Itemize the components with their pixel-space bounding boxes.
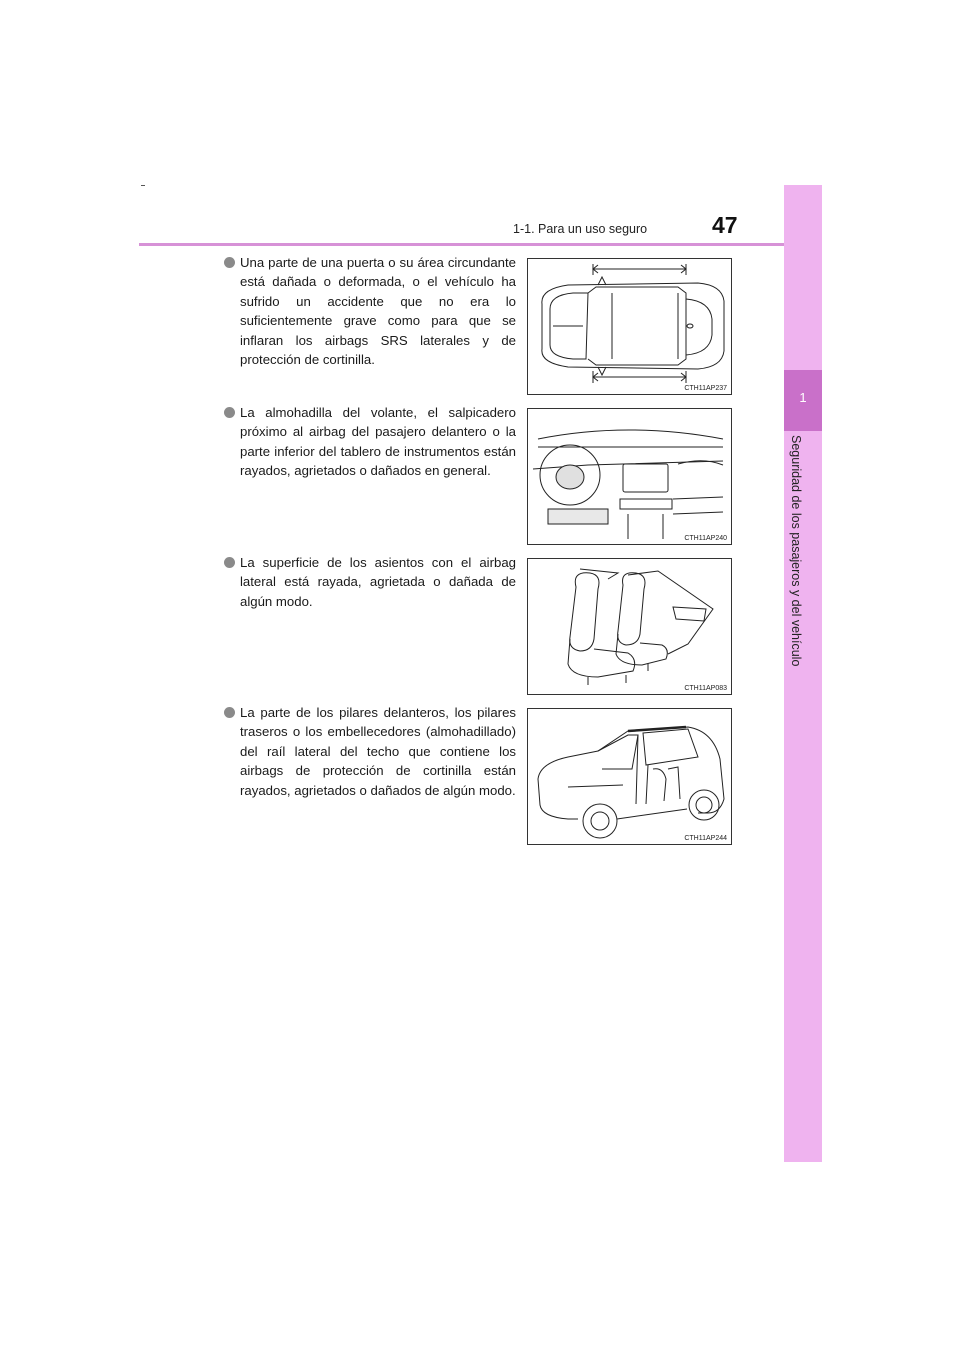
chapter-title: Seguridad de los pasajeros y del vehículo <box>789 435 803 667</box>
bullet-item-door-damage <box>224 253 516 369</box>
header-rule <box>139 243 820 246</box>
chapter-number: 1 <box>799 390 807 405</box>
dashboard-steering-wheel-icon <box>528 409 732 545</box>
bullet-icon <box>224 257 235 268</box>
figure-front-seats <box>527 558 732 695</box>
bullet-text: Una parte de una puerta o su área circundante está dañada o deformada, o el vehículo ha sufrido un accidente que no era lo suficientemente grave como para que se inflaran los airbags SRS laterales y de protección de cortinilla. <box>240 255 516 368</box>
bullet-text: La parte de los pilares delanteros, los pilares traseros o los embellecedores (almohadillado) del raíl lateral del techo que contiene los airbags de protección de cortinilla están rayados, agrietados o dañados de algún modo. <box>240 705 516 798</box>
bullet-icon <box>224 407 235 418</box>
page-number: 47 <box>712 212 738 238</box>
figure-code: CTH11AP240 <box>684 535 727 542</box>
figure-car-top-view <box>527 258 732 395</box>
chapter-side-tab <box>784 185 822 1162</box>
bullet-text: La superficie de los asientos con el airbag lateral está rayada, agrietada o dañada de algún modo. <box>240 555 516 609</box>
figure-code: CTH11AP083 <box>684 685 727 692</box>
front-seats-side-airbag-icon <box>528 559 732 695</box>
section-title: 1-1. Para un uso seguro <box>513 222 648 236</box>
page-corner-mark <box>141 185 145 186</box>
figure-code: CTH11AP244 <box>684 835 727 842</box>
bullet-item-dashboard-damage <box>224 403 516 481</box>
bullet-text: La almohadilla del volante, el salpicadero próximo al airbag del pasajero delantero o la parte inferior del tablero de instrumentos están rayados, agrietados o dañados en general. <box>240 405 516 479</box>
figure-dashboard <box>527 408 732 545</box>
figure-code: CTH11AP237 <box>684 385 727 392</box>
figure-car-side-view <box>527 708 732 845</box>
bullet-icon <box>224 707 235 718</box>
bullet-item-seat-damage <box>224 553 516 611</box>
car-top-view-doors-icon <box>528 259 732 395</box>
bullet-item-pillar-damage <box>224 703 516 800</box>
car-side-pillars-curtain-airbag-icon <box>528 709 732 845</box>
bullet-icon <box>224 557 235 568</box>
